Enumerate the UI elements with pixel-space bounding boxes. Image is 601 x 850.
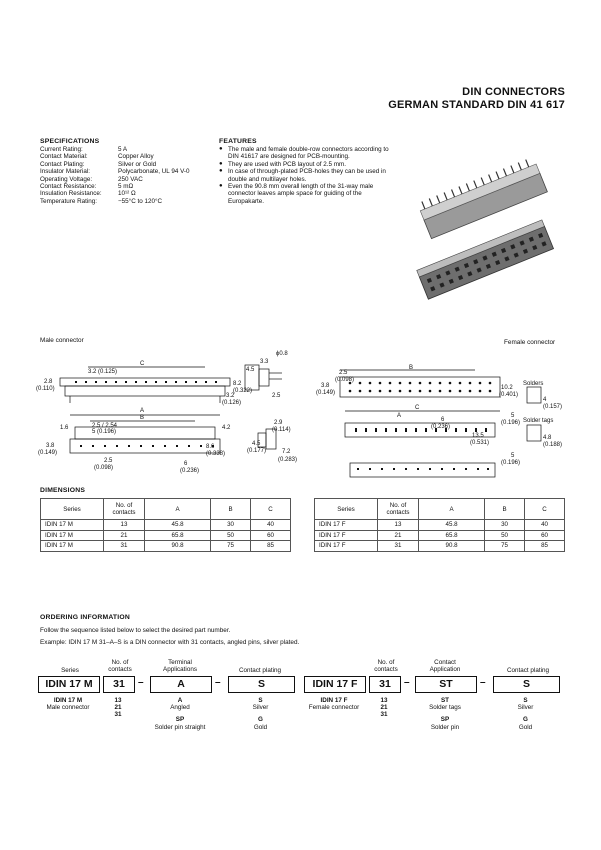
order-male-plating-label: Contact plating: [238, 667, 281, 674]
table-row: IDIN 17 M 13 45.8 30 40: [41, 520, 291, 531]
dimensions-table-male: [40, 498, 291, 552]
order-female-application-box: ST: [415, 676, 477, 693]
order-female-contacts-options: 13 21 31: [380, 697, 388, 719]
table-header: No. of contacts: [378, 499, 419, 520]
order-female-series-option: IDIN 17 F Female connector: [308, 697, 360, 712]
female-dim-d1b: (0.098): [335, 377, 355, 383]
female-dim-d8b: (0.531): [470, 440, 490, 446]
features-section: [219, 138, 394, 205]
order-female-plating-label: Contact plating: [506, 667, 549, 674]
feature-item: ● The male and female double-row connectors according to DIN 41617 are designed for PCB-mounting.: [219, 146, 394, 161]
ordering-example: Example: IDIN 17 M 31–A–S is a DIN connector with 31 contacts, angled pins, silver plated.: [40, 639, 300, 646]
table-row: IDIN 17 F 21 65.8 50 60: [315, 530, 565, 541]
order-female-plating-box: S: [493, 676, 560, 693]
spec-row: Temperature Rating: −55°C to 120°C: [40, 197, 163, 205]
male-dim-d8: 3.2: [226, 393, 235, 399]
order-male-terminal-label: Terminal Applications: [163, 659, 197, 673]
table-header: C: [251, 499, 291, 520]
male-dim-d14: 1.6: [60, 425, 69, 431]
table-row: IDIN 17 M 31 90.8 75 85: [41, 541, 291, 552]
title-line-1: DIN CONNECTORS: [462, 86, 565, 98]
order-female-plating-options: S Silver G Gold: [517, 697, 534, 731]
order-male-plating-options: S Silver G Gold: [252, 697, 269, 731]
female-dim-d5: C: [415, 405, 420, 411]
male-dim-d22: 7.2: [282, 449, 291, 455]
male-dim-d1: 3.2 (0.125): [88, 369, 118, 375]
order-male-series-label: Series: [61, 667, 79, 674]
male-connector-label: Male connector: [40, 337, 84, 344]
spec-row: Current Rating: 5 A: [40, 146, 128, 153]
specifications-section: [40, 138, 190, 205]
male-dim-d20: 2.9: [274, 420, 283, 426]
female-dim-d3b: (0.149): [316, 390, 336, 396]
male-dim-d22b: (0.283): [278, 457, 298, 463]
female-connector-drawing: [305, 345, 570, 485]
spec-row: Contact Resistance: 5 mΩ: [40, 183, 134, 191]
male-dim-d5: 4.5: [246, 367, 255, 373]
order-dash: –: [404, 677, 410, 688]
male-dim-d8b: (0.126): [222, 400, 242, 406]
order-dash: –: [480, 677, 486, 688]
female-dim-d9: 4: [543, 397, 547, 403]
female-dim-d10b: (0.196): [501, 420, 521, 426]
male-dim-d15: 4.2: [222, 425, 231, 431]
table-row: IDIN 17 F 13 45.8 30 40: [315, 520, 565, 531]
male-dim-d18b: (0.338): [206, 451, 226, 457]
female-solder-tags-label: Solder tags: [523, 418, 554, 424]
feature-item: ● In case of through-plated PCB-holes they can be used in double and multilayer holes.: [219, 168, 394, 183]
order-female-application-options: ST Solder tags SP Solder pin: [429, 697, 461, 731]
male-dim-d19b: (0.236): [180, 468, 200, 474]
female-dim-d2: B: [409, 365, 414, 371]
female-dim-d8: 13.5: [472, 433, 484, 439]
female-dim-d12: 5: [511, 453, 515, 459]
table-header: B: [485, 499, 525, 520]
male-dim-d6: 3.3: [260, 359, 269, 365]
female-dim-d1: 2.5: [339, 370, 348, 376]
order-male-contacts-box: 31: [103, 676, 135, 693]
product-photo: [408, 155, 563, 305]
male-dim-d3: C: [140, 361, 145, 367]
female-solders-label: Solders: [523, 381, 544, 387]
male-dim-d17b: (0.098): [94, 465, 114, 471]
feature-item: ● Even the 90.8 mm overall length of the 31-way male connector leaves ample space for guiding of the Europakarte.: [219, 183, 394, 205]
female-dim-d10: 5: [511, 413, 515, 419]
specifications-heading: SPECIFICATIONS: [40, 138, 100, 145]
female-dim-d9b: (0.157): [543, 404, 563, 410]
male-dim-d17: 2.5: [104, 458, 113, 464]
order-male-plating-box: S: [228, 676, 295, 693]
male-dim-d19: 6: [184, 461, 188, 467]
order-male-series-option: IDIN 17 M Male connector: [46, 697, 90, 712]
dimensions-heading: DIMENSIONS: [40, 487, 86, 494]
male-dim-d12: 2.5 / 2.54: [92, 423, 118, 429]
order-male-series-box: IDIN 17 M: [38, 676, 100, 693]
female-dim-d4: 10.2: [501, 385, 513, 391]
female-connector-label: Female connector: [504, 339, 556, 346]
male-dim-d9: 2.5: [272, 393, 281, 399]
female-dim-d7b: (0.236): [431, 424, 451, 430]
ordering-heading: ORDERING INFORMATION: [40, 614, 130, 621]
male-dim-d2b: (0.110): [36, 386, 55, 392]
spec-row: Insulator Material: Polycarbonate, UL 94 V-0: [40, 168, 190, 176]
order-female-contacts-box: 31: [369, 676, 401, 693]
spec-row: Contact Material: Copper Alloy: [40, 153, 154, 161]
table-header: C: [525, 499, 565, 520]
dimensions-table-female: [314, 498, 565, 552]
page-title: [388, 86, 565, 112]
male-dim-d2: 2.8: [44, 379, 53, 385]
order-female-series-box: IDIN 17 F: [304, 676, 366, 693]
title-line-2: GERMAN STANDARD DIN 41 617: [388, 99, 565, 111]
table-header: Series: [315, 499, 378, 520]
table-header: No. of contacts: [104, 499, 145, 520]
table-header: Series: [41, 499, 104, 520]
ordering-instructions: Follow the sequence listed below to select the desired part number.: [40, 627, 231, 634]
order-male-terminal-options: A Angled SP Solder pin straight: [154, 697, 206, 731]
order-dash: –: [138, 677, 144, 688]
order-male-terminal-box: A: [150, 676, 212, 693]
female-dim-d11b: (0.188): [543, 442, 563, 448]
feature-item: ● They are used with PCB layout of 2.5 mm.: [219, 161, 394, 168]
order-female-application-label: Contact Application: [429, 659, 461, 673]
male-dim-d11: B: [140, 415, 145, 421]
female-dim-d3: 3.8: [321, 383, 330, 389]
order-male-contacts-label: No. of contacts: [108, 659, 132, 673]
male-connector-drawing: [30, 345, 305, 485]
table-row: IDIN 17 F 31 90.8 75 85: [315, 541, 565, 552]
male-dim-d13: 5 (0.196): [92, 429, 117, 435]
order-female-contacts-label: No. of contacts: [374, 659, 398, 673]
features-heading: FEATURES: [219, 138, 257, 145]
female-dim-d6: A: [397, 413, 402, 419]
female-dim-d7: 6: [441, 417, 445, 423]
male-dim-d20b: (0.114): [272, 427, 291, 433]
male-dim-d7: ϕ0.8: [276, 351, 288, 357]
table-header: B: [211, 499, 251, 520]
female-dim-d11: 4.8: [543, 435, 552, 441]
table-header: A: [145, 499, 211, 520]
male-dim-d16: 3.8: [46, 443, 55, 449]
spec-row: Insulation Resistance: 10¹² Ω: [40, 190, 136, 198]
order-male-contacts-options: 13 21 31: [114, 697, 122, 719]
male-dim-d18: 8.6: [206, 444, 215, 450]
table-header: A: [419, 499, 485, 520]
male-dim-d21: 4.5: [252, 441, 261, 447]
female-dim-d4b: (0.401): [499, 392, 519, 398]
spec-row: Contact Plating: Silver or Gold: [40, 160, 157, 168]
order-dash: –: [215, 677, 221, 688]
male-dim-d4b: (0.322): [233, 388, 253, 394]
table-row: IDIN 17 M 21 65.8 50 60: [41, 530, 291, 541]
male-dim-d4: 8.2: [233, 381, 242, 387]
male-dim-d10: A: [140, 408, 145, 414]
connector-photo-image: [408, 155, 563, 305]
female-dim-d12b: (0.196): [501, 460, 521, 466]
male-dim-d21b: (0.177): [247, 448, 267, 454]
spec-row: Operating Voltage: 250 VAC: [40, 175, 143, 183]
male-dim-d16b: (0.149): [38, 450, 58, 456]
